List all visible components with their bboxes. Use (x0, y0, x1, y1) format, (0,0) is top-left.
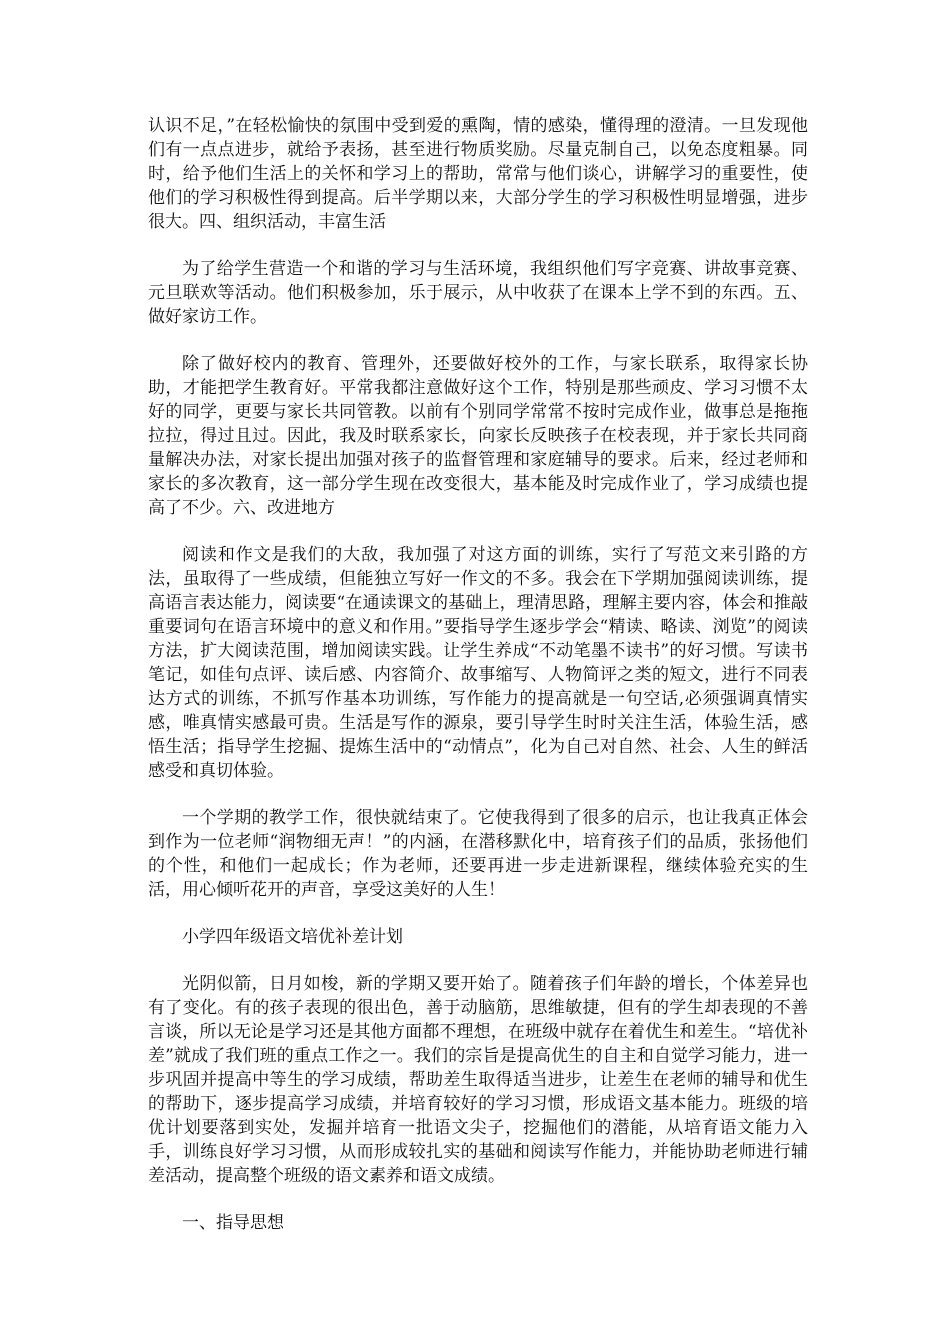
paragraph-home-visits: 除了做好校内的教育、管理外，还要做好校外的工作，与家长联系，取得家长协助，才能把学生教育好。平常我都注意做好这个工作，特别是那些顽皮、学习习惯不太好的同学，更要与家长共同管教。以前有个别同学常常不按时完成作业，做事总是拖拖拉拉，得过且过。因此，我及时联系家长，向家长反映孩子在校表现，并于家长共同商量解决办法，对家长提出加强对孩子的监督管理和家庭辅导的要求。后来，经过老师和家长的多次教育，这一部分学生现在改变很大，基本能及时完成作业了，学习成绩也提高了不少。六、改进地方 (148, 354, 808, 518)
plan-title: 小学四年级语文培优补差计划 (182, 927, 403, 947)
paragraph-conclusion: 一个学期的教学工作，很快就结束了。它使我得到了很多的启示，也让我真正体会到作为一位老师“润物细无声！”的内涵，在潜移默化中，培育孩子们的品质，张扬他们的个性，和他们一起成长；作为老师，还要再进一步走进新课程，继续体验充实的生活，用心倾听花开的声音，享受这美好的人生！ (148, 808, 808, 900)
section-heading-guiding-ideology: 一、指导思想 (182, 1213, 284, 1233)
paragraph-reading-writing: 阅读和作文是我们的大敌，我加强了对这方面的训练，实行了写范文来引路的方法，虽取得了一些成绩，但能独立写好一作文的不多。我会在下学期加强阅读训练，提高语言表达能力，阅读要“在通读课文的基础上，理清思路，理解主要内容，体会和推敲重要词句在语言环境中的意义和作用。”要指导学生逐步学会“精读、略读、浏览”的阅读方法，扩大阅读范围，增加阅读实践。让学生养成“不动笔墨不读书”的好习惯。写读书笔记，如佳句点评、读后感、内容简介、故事缩写、人物简评之类的短文，进行不同表达方式的训练，不抓写作基本功训练，写作能力的提高就是一句空话,必须强调真情实感，唯真情实感最可贵。生活是写作的源泉，要引导学生时时关注生活，体验生活，感悟生活；指导学生挖掘、提炼生活中的“动情点”，化为自己对自然、社会、人生的鲜活感受和真切体验。 (148, 545, 808, 781)
paragraph-student-attitude: 认识不足，”在轻松愉快的氛围中受到爱的熏陶，情的感染，懂得理的澄清。一旦发现他们有一点点进步，就给予表扬，甚至进行物质奖励。尽量克制自己，以免态度粗暴。同时，给予他们生活上的关怀和学习上的帮助，常常与他们谈心，讲解学习的重要性，使他们的学习积极性得到提高。后半学期以来，大部分学生的学习积极性明显增强，进步很大。四、组织活动，丰富生活 (148, 116, 808, 232)
paragraph-activities: 为了给学生营造一个和谐的学习与生活环境，我组织他们写字竞赛、讲故事竞赛、元旦联欢等活动。他们积极参加，乐于展示，从中收获了在课本上学不到的东西。五、做好家访工作。 (148, 259, 808, 327)
paragraph-plan-intro: 光阴似箭，日月如梭，新的学期又要开始了。随着孩子们年龄的增长，个体差异也有了变化。有的孩子表现的很出色，善于动脑筋，思维敏捷，但有的学生却表现的不善言谈，所以无论是学习还是其他方面都不理想，在班级中就存在着优生和差生。“培优补差”就成了我们班的重点工作之一。我们的宗旨是提高优生的自主和自觉学习能力，进一步巩固并提高中等生的学习成绩，帮助差生取得适当进步，让差生在老师的辅导和优生的帮助下，逐步提高学习成绩，并培育较好的学习习惯，形成语文基本能力。班级的培优计划要落到实处，发掘并培育一批语文尖子，挖掘他们的潜能，从培育语文能力入手，训练良好学习习惯，从而形成较扎实的基础和阅读写作能力，并能协助老师进行辅差活动，提高整个班级的语文素养和语文成绩。 (148, 974, 808, 1186)
document-page (148, 114, 808, 1258)
